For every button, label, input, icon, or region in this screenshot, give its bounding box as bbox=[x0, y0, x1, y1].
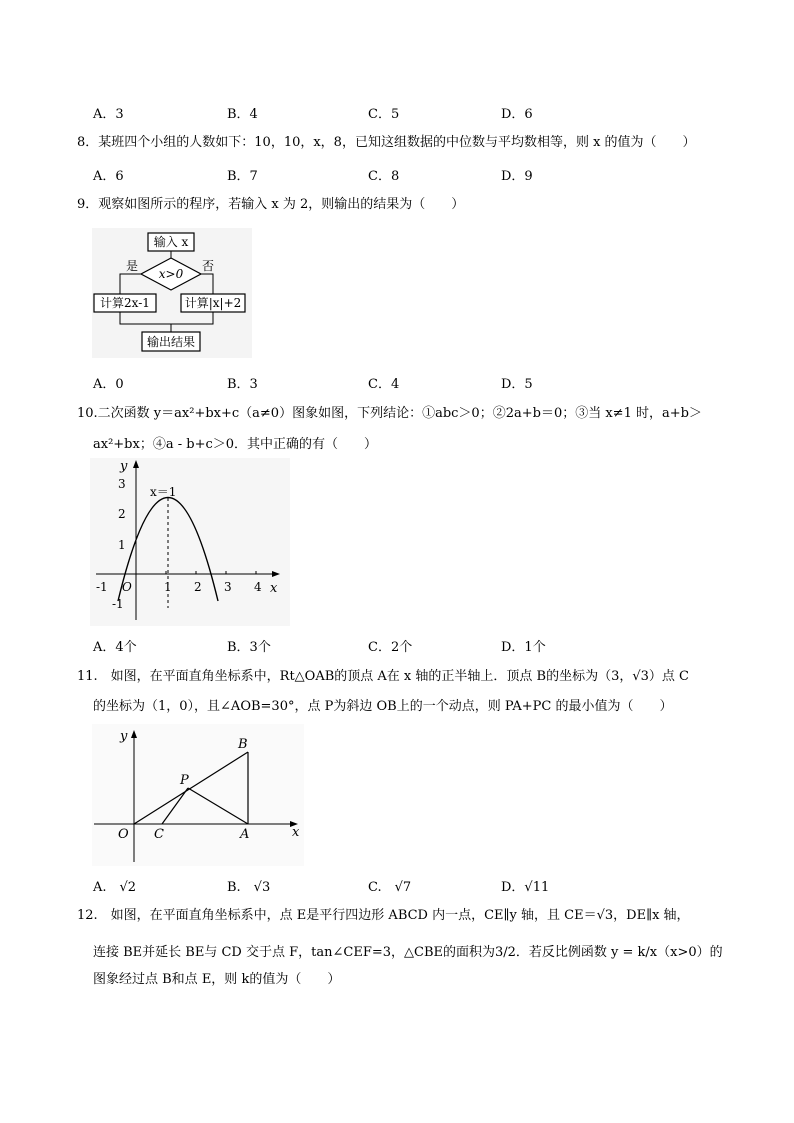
point-o-label: O bbox=[118, 827, 129, 842]
flow-output: 输出结果 bbox=[146, 335, 196, 349]
option-d: D．6 bbox=[501, 107, 533, 122]
question-11-line-1: 11. 如图，在平面直角坐标系中，Rt△OAB的顶点 A在 x 轴的正半轴上．顶点 B的坐标为（3，√3）点 C bbox=[77, 669, 689, 684]
option-a: A. √2 bbox=[93, 880, 137, 895]
x-tick: 3 bbox=[224, 580, 232, 594]
question-9: 9．观察如图所示的程序，若输入 x 为 2，则输出的结果为（ ） bbox=[77, 197, 465, 212]
option-d: D．1个 bbox=[501, 640, 546, 655]
x-tick: 2 bbox=[194, 580, 202, 594]
question-12-line-2: 连接 BE并延长 BE与 CD 交于点 F，tan∠CEF=3，△CBE的面积为3/2．若反比例函数 y = k/x（x>0）的 bbox=[93, 945, 723, 960]
option-a: A．3 bbox=[93, 107, 124, 122]
x-tick: -1 bbox=[96, 580, 108, 594]
option-b: B．3个 bbox=[227, 640, 271, 655]
x-axis-label: x bbox=[270, 581, 278, 596]
flow-right-box: 计算|x|+2 bbox=[184, 296, 242, 310]
y-tick: 3 bbox=[118, 477, 126, 491]
option-a: A．4个 bbox=[93, 640, 137, 655]
question-10-line-1: 10.二次函数 y＝ax²+bx+c（a≠0）图象如图，下列结论：①abc＞0；②2a+b＝0；③当 x≠1 时，a+b＞ bbox=[77, 406, 702, 421]
option-a: A．6 bbox=[93, 169, 124, 184]
origin-label: O bbox=[122, 580, 132, 594]
question-11-line-2: 的坐标为（1，0），且∠AOB=30°，点 P为斜边 OB上的一个动点，则 PA+PC 的最小值为（ ） bbox=[93, 699, 673, 714]
x-axis-label: x bbox=[292, 825, 300, 840]
option-b: B. √3 bbox=[227, 880, 271, 895]
option-b: B．4 bbox=[227, 107, 258, 122]
point-p-label: P bbox=[180, 773, 189, 788]
option-c: C．2个 bbox=[368, 640, 413, 655]
question-8: 8．某班四个小组的人数如下：10，10，x，8，已知这组数据的中位数与平均数相等，则 x 的值为（ ） bbox=[77, 135, 696, 150]
parabola-graph bbox=[90, 458, 290, 626]
y-tick: 2 bbox=[118, 507, 126, 521]
y-axis-label: y bbox=[120, 459, 128, 474]
option-c: C. √7 bbox=[368, 880, 412, 895]
option-b: B．3 bbox=[227, 377, 258, 392]
x-tick: 1 bbox=[164, 580, 172, 594]
option-c: C．4 bbox=[368, 377, 400, 392]
option-d: D．√11 bbox=[501, 880, 550, 895]
y-tick: -1 bbox=[112, 597, 124, 611]
triangle-figure bbox=[92, 724, 304, 866]
y-axis-label: y bbox=[120, 729, 128, 744]
option-a: A．0 bbox=[93, 377, 124, 392]
question-10-line-2: ax²+bx；④a - b+c＞0．其中正确的有（ ） bbox=[93, 437, 378, 452]
flow-input: 输入 x bbox=[153, 235, 189, 249]
y-tick: 1 bbox=[118, 538, 126, 552]
question-12-line-1: 12. 如图，在平面直角坐标系中，点 E是平行四边形 ABCD 内一点，CE∥y 轴，且 CE＝√3，DE∥x 轴， bbox=[77, 908, 690, 923]
option-b: B．7 bbox=[227, 169, 258, 184]
point-a-label: A bbox=[240, 827, 250, 842]
point-b-label: B bbox=[238, 737, 248, 752]
x-tick: 4 bbox=[254, 580, 262, 594]
flowchart bbox=[92, 228, 252, 358]
option-d: D．9 bbox=[501, 169, 533, 184]
option-d: D．5 bbox=[501, 377, 533, 392]
option-c: C．5 bbox=[368, 107, 400, 122]
flow-left-box: 计算2x-1 bbox=[100, 296, 150, 310]
symmetry-axis-label: x＝1 bbox=[150, 485, 177, 499]
flow-no: 否 bbox=[201, 259, 215, 273]
point-c-label: C bbox=[154, 827, 164, 842]
flow-yes: 是 bbox=[125, 259, 139, 273]
option-c: C．8 bbox=[368, 169, 400, 184]
flow-condition: x>0 bbox=[158, 267, 184, 281]
question-12-line-3: 图象经过点 B和点 E，则 k的值为（ ） bbox=[93, 972, 341, 987]
